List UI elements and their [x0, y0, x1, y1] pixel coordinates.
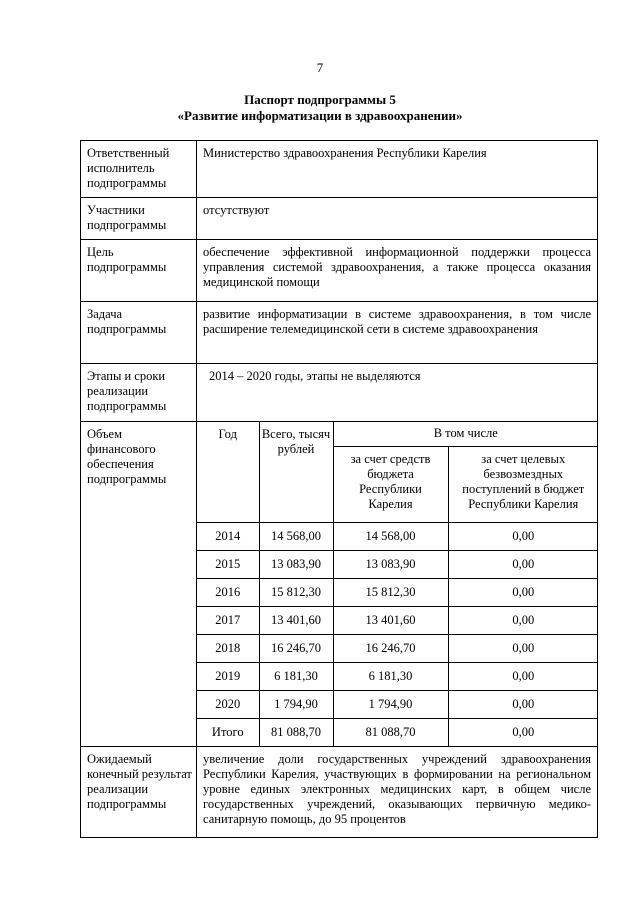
title-line-2: «Развитие информатизации в здравоохранении»	[177, 108, 463, 123]
cell-year: 2015	[197, 550, 259, 578]
table-row	[197, 634, 598, 662]
stages-label: Этапы и сроки реализации подпрограммы	[81, 364, 197, 422]
cell-grants: 0,00	[448, 606, 598, 634]
cell-total: 15 812,30	[259, 578, 333, 606]
goal-label: Цель подпрограммы	[81, 240, 197, 302]
table-row	[197, 578, 598, 606]
cell-year: 2016	[197, 578, 259, 606]
cell-total: 13 401,60	[259, 606, 333, 634]
table-row	[197, 522, 598, 550]
header-total: Всего, тысяч рублей	[259, 422, 333, 522]
cell-budget: 1 794,90	[333, 690, 448, 718]
financing-label: Объем финансового обеспечения подпрограммы	[81, 422, 197, 747]
table-row-total	[197, 718, 598, 746]
cell-grants: 0,00	[448, 578, 598, 606]
cell-budget: 16 246,70	[333, 634, 448, 662]
cell-grants: 0,00	[448, 522, 598, 550]
header-budget: за счет средств бюджета Республики Карелия	[333, 446, 448, 522]
row-task	[81, 302, 598, 364]
participants-value: отсутствуют	[197, 198, 598, 240]
header-grants: за счет целевых безвозмездных поступлений в бюджет Республики Карелия	[448, 446, 598, 522]
cell-total: 14 568,00	[259, 522, 333, 550]
cell-grants: 0,00	[448, 690, 598, 718]
page-number: 7	[316, 60, 324, 75]
cell-total: 13 083,90	[259, 550, 333, 578]
executor-label: Ответственный исполнитель подпрограммы	[81, 141, 197, 198]
title-line-1: Паспорт подпрограммы 5	[244, 92, 396, 107]
cell-total: 6 181,30	[259, 662, 333, 690]
table-row	[197, 662, 598, 690]
cell-budget: 13 083,90	[333, 550, 448, 578]
row-goal	[81, 240, 598, 302]
cell-total: 81 088,70	[259, 718, 333, 746]
executor-value: Министерство здравоохранения Республики Карелия	[197, 141, 598, 198]
row-participants	[81, 198, 598, 240]
result-label: Ожидаемый конечный результат реализации подпрограммы	[81, 746, 197, 837]
cell-grants: 0,00	[448, 634, 598, 662]
task-label: Задача подпрограммы	[81, 302, 197, 364]
cell-budget: 13 401,60	[333, 606, 448, 634]
cell-year: 2019	[197, 662, 259, 690]
result-value: увеличение доли государственных учреждений здравоохранения Республики Карелия, участвующих в формировании на региональном уровне единых электронных медицинских карт, в общем числе государственных учреждений, оказывающих первичную медико-санитарную помощь, до 95 процентов	[197, 746, 598, 837]
table-row	[197, 606, 598, 634]
cell-budget: 15 812,30	[333, 578, 448, 606]
cell-grants: 0,00	[448, 662, 598, 690]
cell-grants: 0,00	[448, 718, 598, 746]
document-title	[0, 92, 640, 124]
cell-budget: 6 181,30	[333, 662, 448, 690]
cell-year: 2020	[197, 690, 259, 718]
financing-cell	[197, 422, 598, 747]
task-value: развитие информатизации в системе здравоохранения, в том числе расширение телемедицинской сети в системе здравоохранения	[197, 302, 598, 364]
row-stages	[81, 364, 598, 422]
cell-year: Итого	[197, 718, 259, 746]
cell-grants: 0,00	[448, 550, 598, 578]
goal-value: обеспечение эффективной информационной поддержки процесса управления системой здравоохранения, а также процесса оказания медицинской помощи	[197, 240, 598, 302]
cell-total: 16 246,70	[259, 634, 333, 662]
header-year: Год	[197, 422, 259, 522]
stages-value: 2014 – 2020 годы, этапы не выделяются	[197, 364, 598, 422]
table-row	[197, 690, 598, 718]
cell-year: 2014	[197, 522, 259, 550]
cell-total: 1 794,90	[259, 690, 333, 718]
participants-label: Участники подпрограммы	[81, 198, 197, 240]
table-row	[197, 550, 598, 578]
cell-budget: 14 568,00	[333, 522, 448, 550]
cell-year: 2017	[197, 606, 259, 634]
row-result	[81, 746, 598, 837]
cell-year: 2018	[197, 634, 259, 662]
row-financing	[81, 422, 598, 747]
financing-table	[197, 422, 598, 746]
passport-table	[80, 140, 598, 838]
header-including: В том числе	[333, 422, 598, 446]
cell-budget: 81 088,70	[333, 718, 448, 746]
row-executor	[81, 141, 598, 198]
